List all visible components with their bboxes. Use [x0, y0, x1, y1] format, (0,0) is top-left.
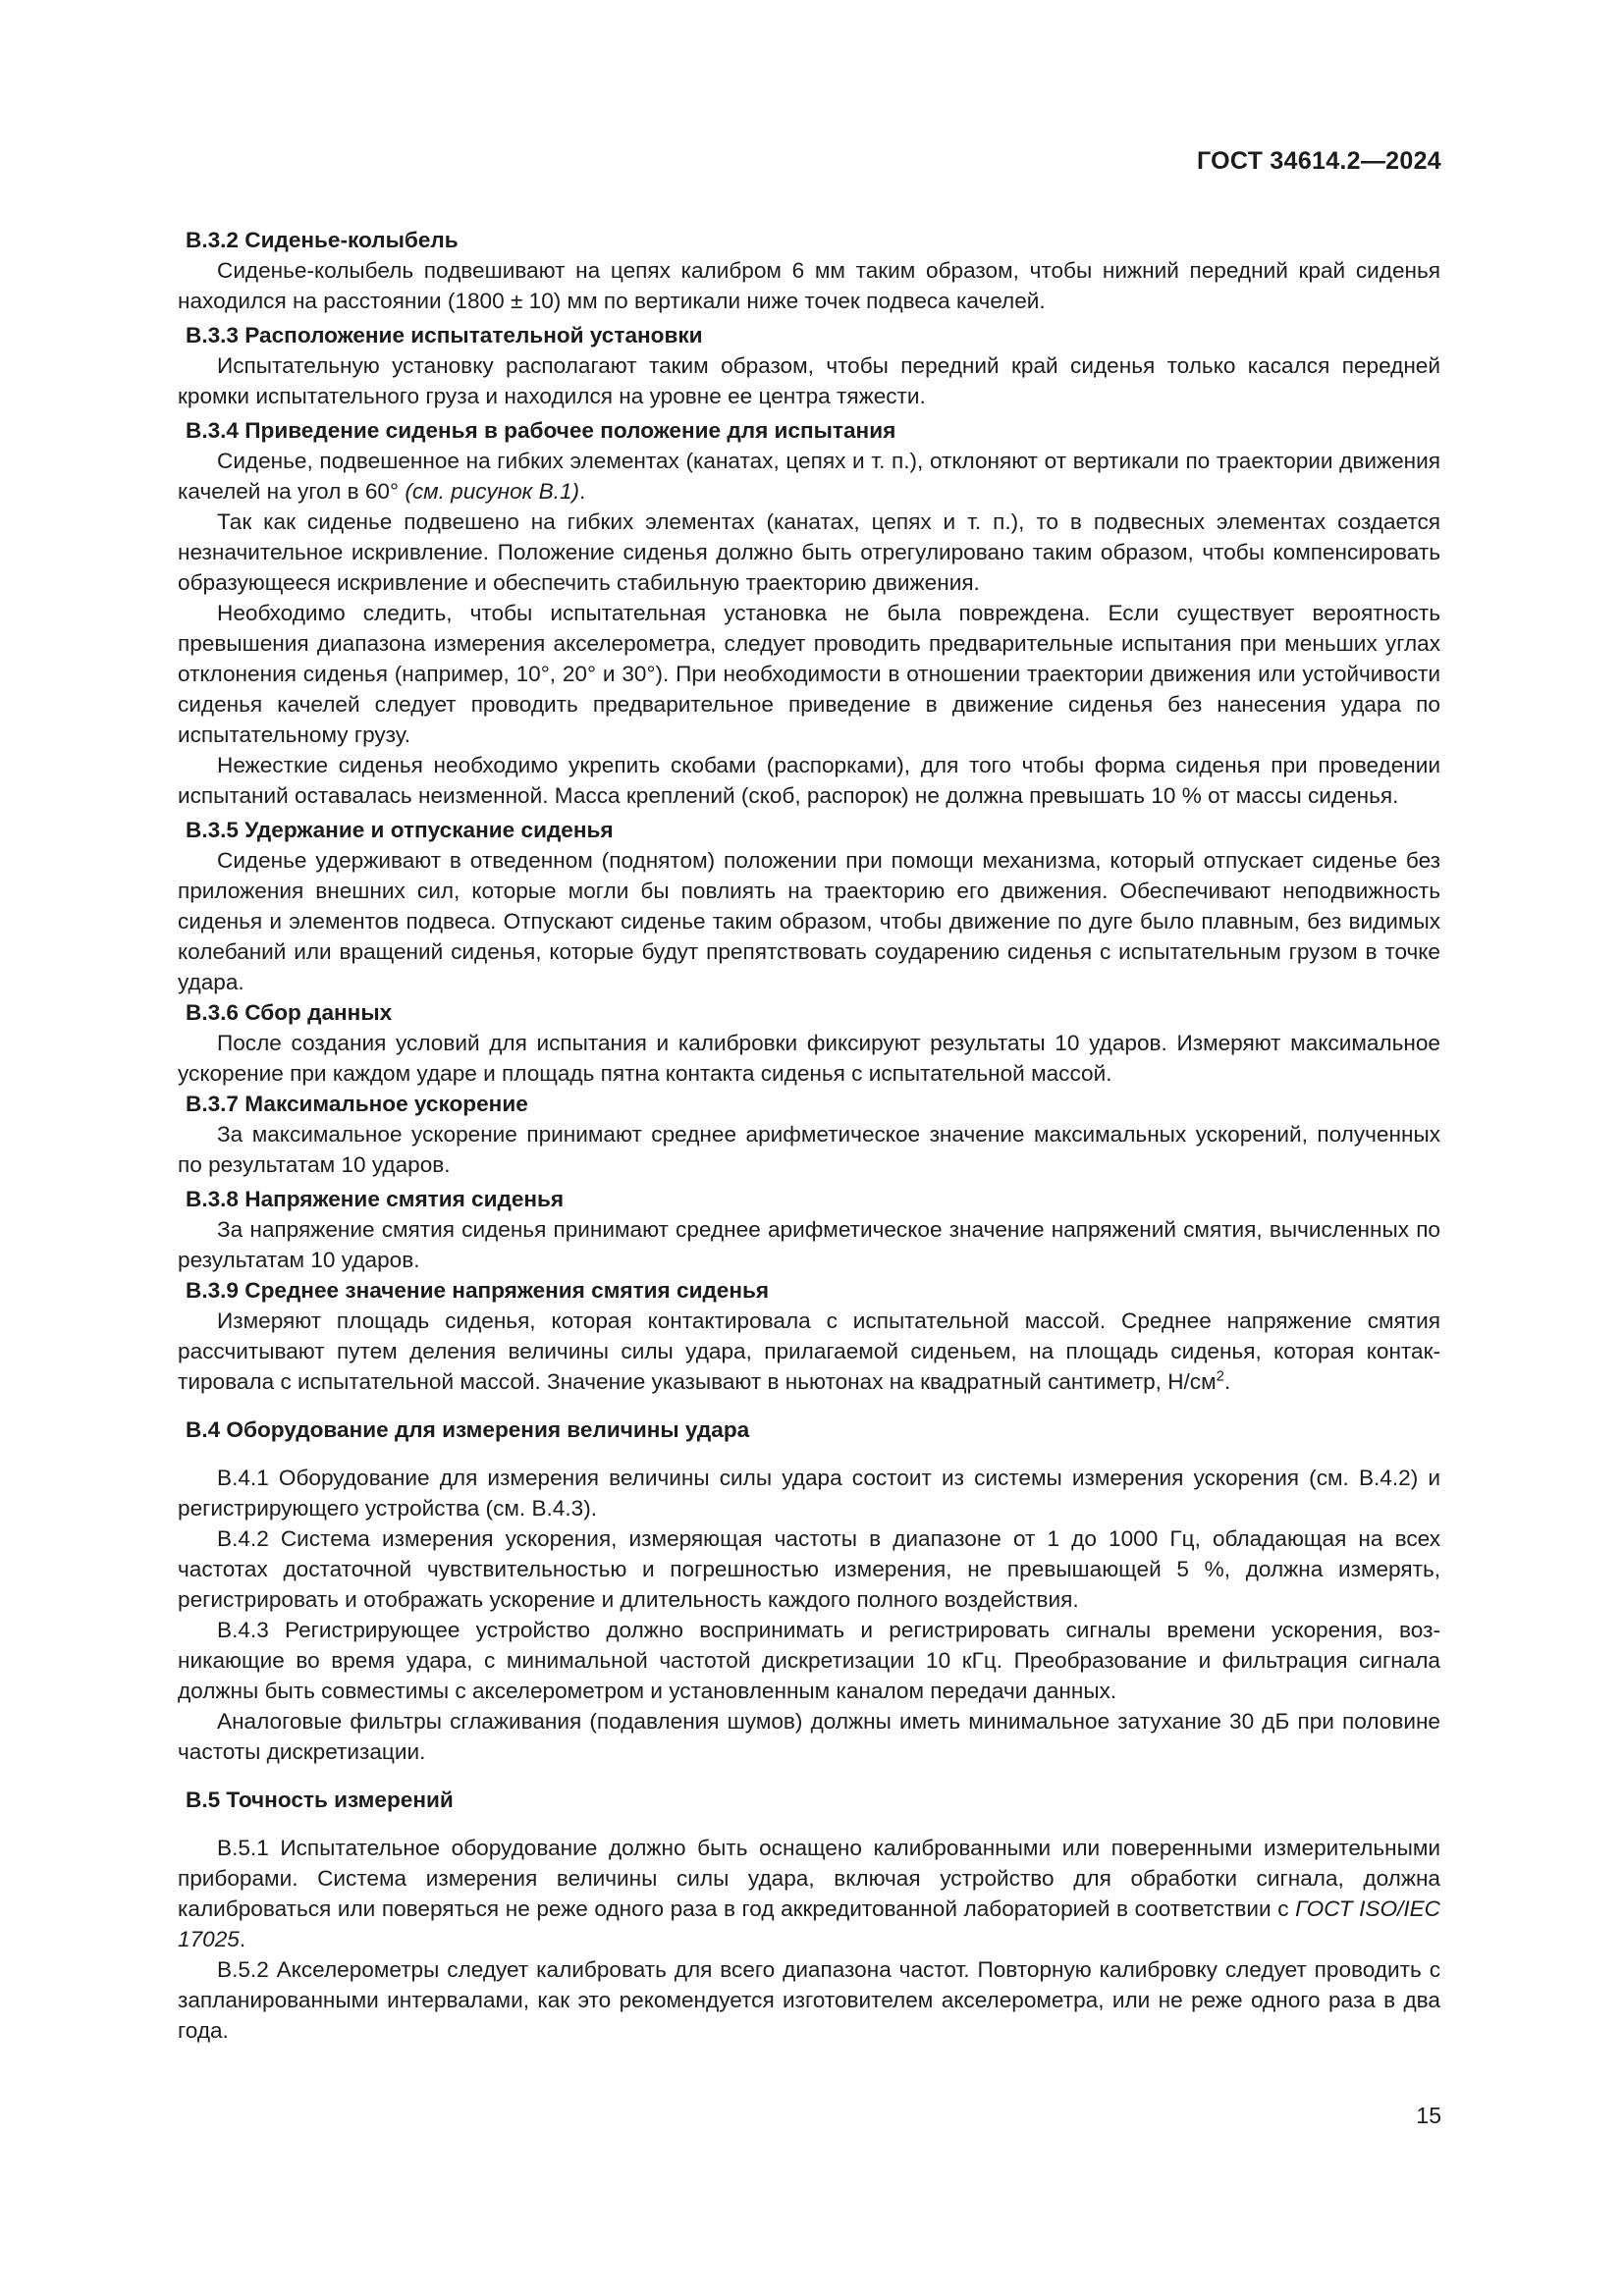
standard-reference: ГОСТ ISO/IEC 17025	[178, 1896, 1440, 1951]
paragraph: Так как сиденье подвешено на гибких элементах (канатах, цепях и т. п.), то в подвесных элементах создается незначительное искривление. Положение сиденья должно быть отрегулировано таким образом, чтобы компенсировать образующееся искривление и обеспечить стабильную траекторию движения.	[178, 509, 1440, 595]
page-number: 15	[1416, 2103, 1441, 2128]
paragraph-text: .	[1223, 1369, 1231, 1394]
section-heading-b4: В.4 Оборудование для измерения величины удара	[186, 1417, 750, 1442]
document-body	[178, 225, 1440, 2046]
paragraph: Сиденье удерживают в отведенном (поднятом) положении при помощи механизма, который отпускает сиденье без приложения внешних сил, которые могли бы повлиять на траекторию его движения. Обеспечивают неподвижность сиденья и элементов подвеса. Отпускают сиденье таким образом, чтобы движение по дуге было плавным, без видимых колебаний или вращений сиденья, которые будут препятствовать соударению сиденья с испытательным грузом в точке удара.	[178, 848, 1440, 994]
paragraph	[178, 1833, 1440, 1954]
paragraph-text: .	[579, 479, 586, 504]
paragraph	[178, 446, 1440, 507]
paragraph: Необходимо следить, чтобы испытательная установка не была повреждена. Если существует вероятность превышения диапазона измерения акселерометра, следует проводить предварительные испытания при меньших углах отклонения сиденья (например, 10°, 20° и 30°). При необходимости в отношении траектории движения или устойчивости сиденья качелей следует проводить предварительное приведение в движение сиденья без нанесения удара по испытательному грузу.	[178, 601, 1440, 747]
paragraph-text: Измеряют площадь сиденья, которая контактировала с испытательной массой. Среднее напряжение смятия рассчитывают путем деления величины силы удара, прилагаемой сиденьем, на площадь сиденья, которая контактировала с испытательной массой. Значение указывают в ньютонах на квадратный сантиметр, Н/см	[178, 1308, 1440, 1394]
paragraph: Аналоговые фильтры сглаживания (подавления шумов) должны иметь минимальное затухание 30 дБ при половине частоты дискретизации.	[178, 1709, 1440, 1764]
paragraph-text: Сиденье, подвешенное на гибких элементах (канатах, цепях и т. п.), отклоняют от вертикали по траектории движения качелей на угол в 60°	[178, 449, 1440, 504]
superscript: 2	[1216, 1367, 1224, 1385]
paragraph: Сиденье-колыбель подвешивают на цепях калибром 6 мм таким образом, чтобы нижний передний край сиденья находился на расстоянии (1800 ± 10) мм по вертикали ниже точек подвеса качелей.	[178, 258, 1440, 313]
paragraph: Нежесткие сиденья необходимо укрепить скобами (распорками), для того чтобы форма сиденья при проведении испытаний оставалась неизменной. Масса креплений (скоб, распорок) не должна превышать 10 % от массы сиденья.	[178, 753, 1440, 808]
paragraph: За максимальное ускорение принимают среднее арифметическое значение максимальных ускорений, полученных по результатам 10 ударов.	[178, 1122, 1440, 1177]
section-heading-b36: В.3.6 Сбор данных	[186, 1000, 393, 1025]
paragraph: За напряжение смятия сиденья принимают среднее арифметическое значение напряжений смятия, вычисленных по результатам 10 ударов.	[178, 1217, 1440, 1272]
paragraph	[178, 1306, 1440, 1397]
section-heading-b33: В.3.3 Расположение испытательной установки	[186, 323, 703, 347]
section-heading-b34: В.3.4 Приведение сиденья в рабочее положение для испытания	[186, 418, 896, 443]
section-heading-b38: В.3.8 Напряжение смятия сиденья	[186, 1187, 565, 1211]
section-heading-b39: В.3.9 Среднее значение напряжения смятия сиденья	[186, 1278, 770, 1303]
paragraph-text: .	[239, 1927, 246, 1951]
section-heading-b37: В.3.7 Максимальное ускорение	[186, 1092, 528, 1116]
section-heading-b5: В.5 Точность измерений	[186, 1788, 454, 1812]
section-heading-b35: В.3.5 Удержание и отпускание сиденья	[186, 818, 614, 842]
paragraph: В.4.2 Система измерения ускорения, измеряющая частоты в диапазоне от 1 до 1000 Гц, обладающая на всех частотах достаточной чувствительностью и погрешностью измерения, не превышающей 5 %, должна измерять, регистрировать и отображать ускорение и длительность каждого полного воздействия.	[178, 1526, 1440, 1612]
section-heading-b32: В.3.2 Сиденье-колыбель	[186, 228, 459, 252]
paragraph: В.4.1 Оборудование для измерения величины силы удара состоит из системы измерения ускорения (см. В.4.2) и регистрирующего устройства (см. В.4.3).	[178, 1466, 1440, 1521]
paragraph: После создания условий для испытания и калибровки фиксируют результаты 10 ударов. Измеряют максимальное ускорение при каждом ударе и площадь пятна контакта сиденья с испытательной массой.	[178, 1031, 1440, 1086]
figure-reference: (см. рисунок В.1)	[405, 479, 580, 504]
paragraph-text: В.5.1 Испытательное оборудование должно быть оснащено калиброванными или поверенными измерительными приборами. Система измерения величины силы удара, включая устройство для обработки сигнала, должна калиброваться или поверяться не реже одного раза в год аккредитованной лабораторией в соответствии с	[178, 1836, 1440, 1921]
paragraph: Испытательную установку располагают таким образом, чтобы передний край сиденья только касался передней кромки испытательного груза и находился на уровне ее центра тяжести.	[178, 353, 1440, 408]
document-header: ГОСТ 34614.2—2024	[1196, 147, 1441, 175]
paragraph: В.5.2 Акселерометры следует калибровать для всего диапазона частот. Повторную калибровку следует проводить с запланированными интервалами, как это рекомендуется изготовителем акселерометра, или не реже одного раза в два года.	[178, 1957, 1440, 2043]
paragraph: В.4.3 Регистрирующее устройство должно воспринимать и регистрировать сигналы времени ускорения, возникающие во время удара, с минимальной частотой дискретизации 10 кГц. Преобразование и фильтрация сигнала должны быть совместимы с акселерометром и установленным каналом передачи данных.	[178, 1618, 1440, 1703]
